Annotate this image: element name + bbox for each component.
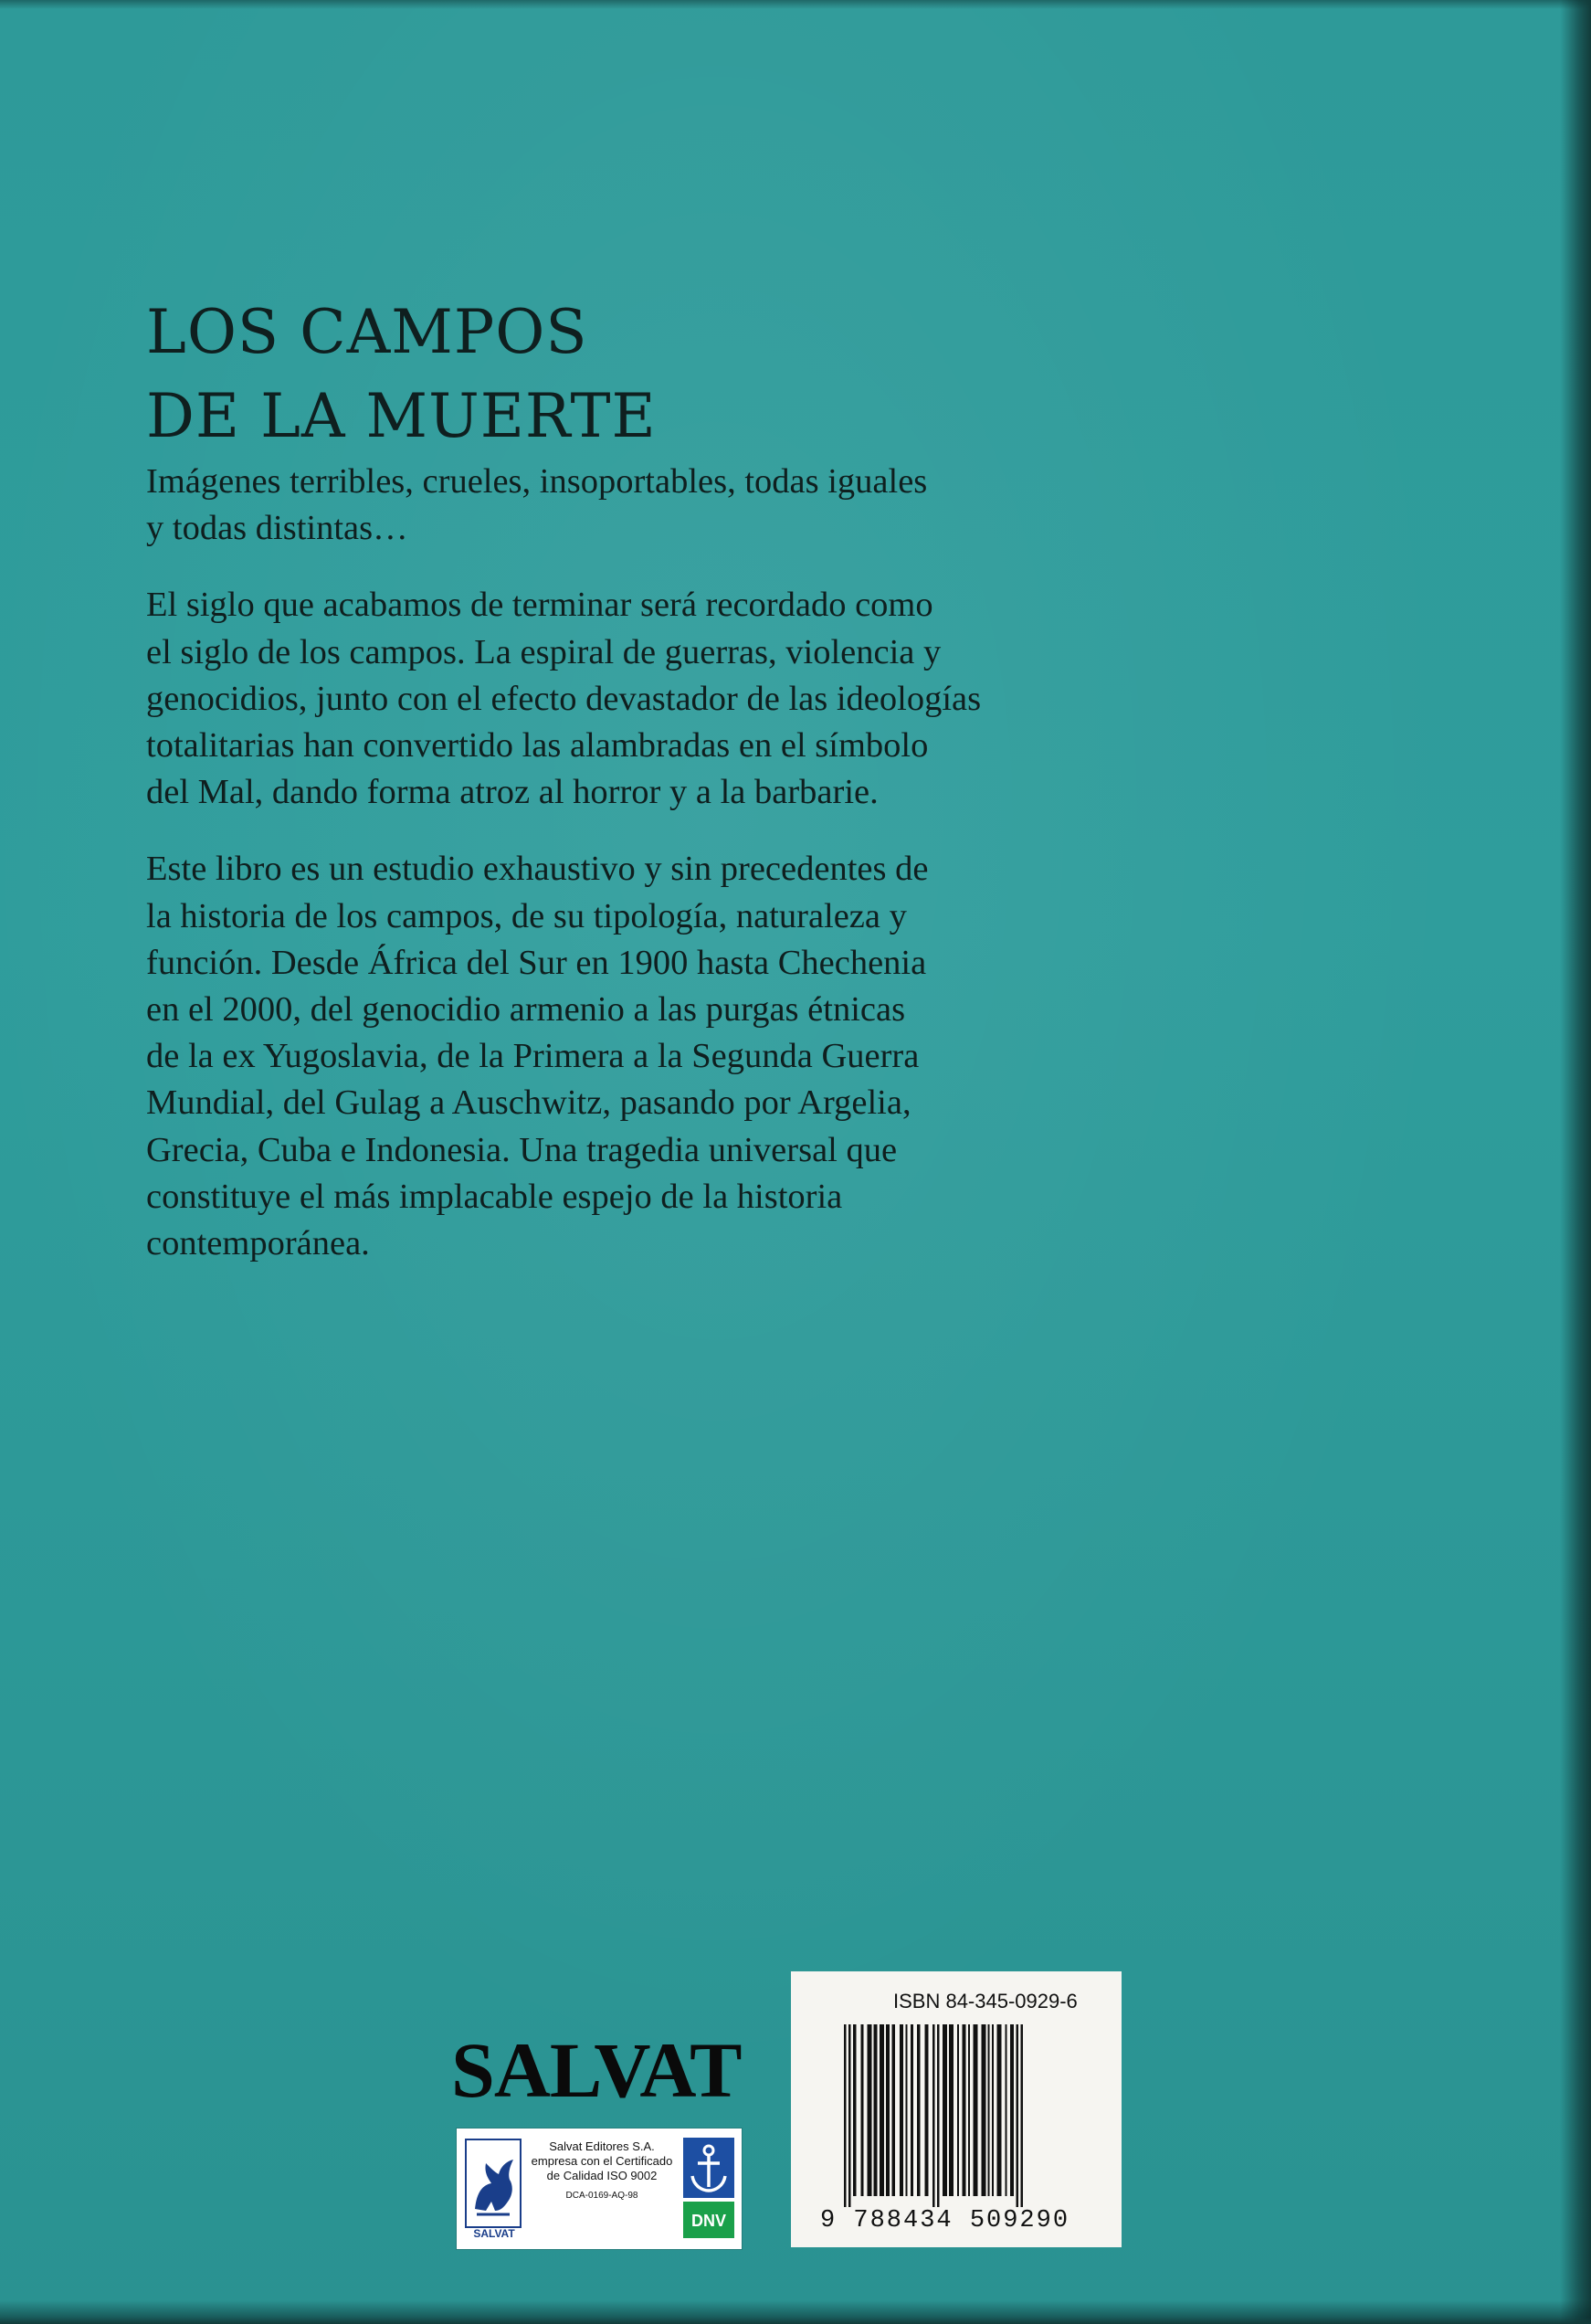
barcode-bar [911, 2024, 913, 2196]
barcode-bar [861, 2024, 864, 2196]
barcode-bar [906, 2024, 908, 2196]
text-line: y todas distintas… [146, 509, 408, 548]
barcode-bar [943, 2024, 947, 2196]
dnv-anchor-icon [683, 2138, 734, 2240]
certificate-line: de Calidad ISO 9002 [546, 2169, 658, 2182]
certificate-code: DCA-0169-AQ-98 [565, 2191, 638, 2201]
text-line: genocidios, junto con el efecto devastador de las ideologías [146, 679, 982, 718]
blurb-text [146, 459, 1187, 1267]
title-line: LOS CAMPOS [146, 297, 588, 367]
right-edge-shadow [1560, 0, 1591, 2324]
barcode-bar [892, 2024, 896, 2196]
text-line: Mundial, del Gulag a Auschwitz, pasando por Argelia, [146, 1083, 911, 1123]
barcode-bar [992, 2024, 994, 2196]
barcode-bar [874, 2024, 878, 2196]
barcode-bar [880, 2024, 884, 2196]
text-line: de la ex Yugoslavia, de la Primera a la Segunda Guerra [146, 1037, 920, 1076]
barcode-bar [868, 2024, 872, 2196]
dnv-label: DNV [690, 2212, 727, 2230]
text-line: totalitarias han convertido las alambradas en el símbolo [146, 726, 929, 766]
barcode-bar [937, 2024, 940, 2207]
text-line: función. Desde África del Sur en 1900 hasta Chechenia [146, 943, 927, 982]
barcode-label [791, 1971, 1122, 2247]
barcode-bar [853, 2024, 857, 2196]
barcode-bar [1021, 2024, 1024, 2207]
certificate-line: empresa con el Certificado [531, 2154, 673, 2168]
barcode-bar [974, 2024, 978, 2196]
barcode-bar [925, 2024, 929, 2196]
barcode-bar [900, 2024, 903, 2196]
text-line: Grecia, Cuba e Indonesia. Una tragedia universal que [146, 1130, 898, 1169]
text-line: del Mal, dando forma atroz al horror y a la barbarie. [146, 773, 879, 812]
barcode-bar [844, 2024, 847, 2207]
barcode-bar [982, 2024, 986, 2196]
barcode-bar [1017, 2024, 1019, 2207]
barcode-bar [997, 2024, 1002, 2196]
barcode-bar [968, 2024, 970, 2196]
blurb-paragraph-3 [146, 846, 1187, 1267]
barcode-bar [1010, 2024, 1014, 2196]
isbn-number: ISBN 84-345-0929-6 [893, 1990, 1078, 2012]
text-line: contemporánea. [146, 1224, 370, 1263]
barcode-bar [932, 2024, 935, 2207]
blurb-paragraph-1 [146, 459, 1187, 552]
title-line: DE LA MUERTE [146, 381, 657, 451]
text-line: en el 2000, del genocidio armenio a las purgas étnicas [146, 990, 906, 1030]
text-line: la historia de los campos, de su tipología, naturaleza y [146, 896, 907, 935]
top-edge-shadow [0, 0, 1591, 9]
publisher-logo: SALVAT [451, 2026, 742, 2114]
text-line: Este libro es un estudio exhaustivo y sin precedentes de [146, 850, 929, 889]
barcode-bar [917, 2024, 921, 2196]
certificate-text [524, 2139, 680, 2203]
text-line: el siglo de los campos. La espiral de guerras, violencia y [146, 632, 942, 671]
barcode-bar [988, 2024, 990, 2196]
text-line: Imágenes terribles, crueles, insoportables, todas iguales [146, 462, 928, 501]
barcode-bar [957, 2024, 959, 2196]
text-line: constituye el más implacable espejo de la historia [146, 1177, 843, 1216]
pegasus-horse-icon [464, 2138, 522, 2229]
barcode-bar [1006, 2024, 1007, 2196]
barcode-icon [844, 2024, 1101, 2207]
certificate-line: Salvat Editores S.A. [549, 2139, 655, 2153]
barcode-bar [949, 2024, 954, 2196]
bottom-edge-shadow [0, 2300, 1591, 2324]
text-line: El siglo que acabamos de terminar será recordado como [146, 586, 933, 625]
barcode-bar [848, 2024, 851, 2207]
barcode-digits: 9 788434 509290 [820, 2207, 1070, 2234]
barcode-bar [886, 2024, 890, 2196]
certificate-logo-label: SALVAT [473, 2227, 515, 2240]
quality-certificate-badge [457, 2129, 742, 2249]
blurb-paragraph-2 [146, 582, 1187, 816]
book-title [146, 290, 657, 459]
barcode-bar [963, 2024, 966, 2196]
